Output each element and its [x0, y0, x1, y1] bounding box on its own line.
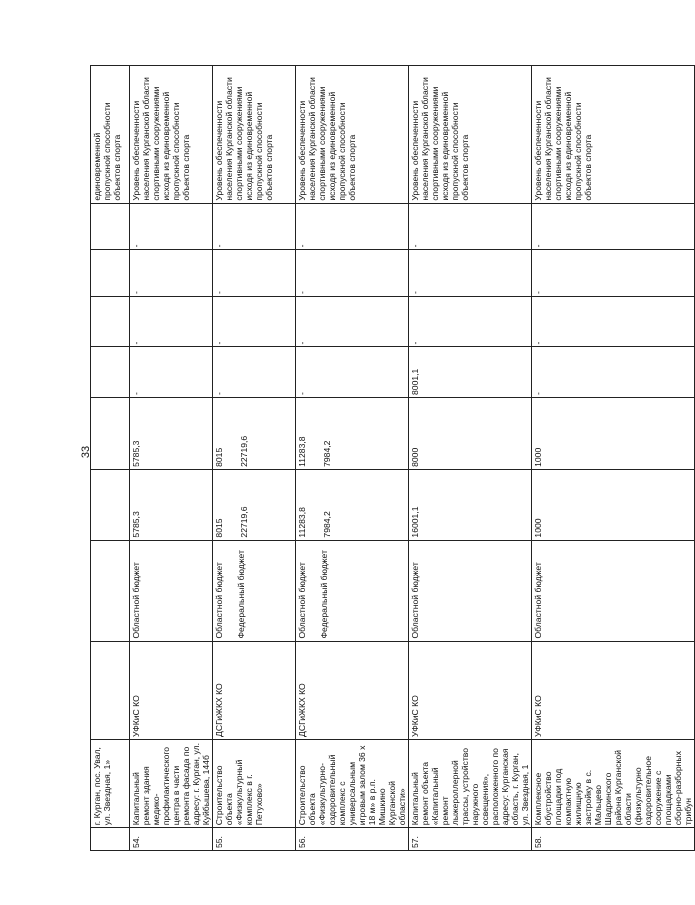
- program-table: [90, 65, 695, 851]
- table-row: [532, 66, 695, 851]
- table-row: [91, 66, 130, 851]
- cell-year-5: [409, 203, 532, 250]
- page-number: 33: [80, 445, 93, 459]
- table-row: [213, 66, 296, 851]
- cell-executor: [130, 641, 213, 739]
- cell-name-text: Капитальный ремонт объекта «Капитальный ремонт лыжероллерной трассы, устройство наружного освещения», расположенного по адресу: Курганская область, г. Курган, ул. Звездная, 1: [410, 747, 530, 826]
- cell-year-1-text: 5785,3: [131, 440, 141, 467]
- cell-total-text: 16001,1: [410, 506, 420, 538]
- cell-name-text: Комплексное обустройство площадки под компактную жилищную застройку в с. Мальцево Шадринского района Курганской области (физкультурно оздоровительное сооружение с площадками сборно-разборных трибун: [533, 750, 693, 826]
- cell-year-3-text: -: [297, 341, 307, 345]
- cell-year-3-text: -: [131, 341, 141, 345]
- cell-number-text: 54.: [131, 836, 141, 848]
- cell-result-text: Уровень обеспеченности населения Курганской области спортивными сооружениями исходя из единовременной пропускной способности объектов спорта: [533, 77, 593, 201]
- cell-year-4-text: -: [410, 291, 420, 295]
- cell-year-5-text: -: [131, 244, 141, 248]
- cell-result-text: Уровень обеспеченности населения Курганской области спортивными сооружениями исходя из единовременной пропускной способности объектов спорта: [131, 77, 191, 201]
- cell-executor: [532, 641, 695, 739]
- cell-funding-source-text: Областной бюджет: [533, 562, 543, 639]
- cell-year-3-text: -: [410, 341, 420, 345]
- cell-funding-source-text: Областной бюджет: [131, 562, 141, 639]
- cell-year-3: [130, 297, 213, 347]
- cell-result: [532, 66, 695, 204]
- cell-total-text: 8015: [214, 518, 224, 538]
- cell-total: [532, 469, 695, 540]
- cell-year-1: [296, 397, 409, 469]
- cell-result-text: Уровень обеспеченности населения Курганской области спортивными сооружениями исходя из единовременной пропускной способности объектов спорта: [410, 77, 470, 201]
- cell-executor: [409, 641, 532, 739]
- cell-year-1: [532, 397, 695, 469]
- cell-name-text: Строительство объекта «Физкультурно-оздоровительный комплекс с универсальным игровым залом 36 х 18 м» в р.п. Мишкино Курганской области»: [297, 745, 407, 826]
- cell-year-5: [91, 203, 130, 250]
- cell-year-4-text: -: [131, 291, 141, 295]
- cell-year-5: [532, 203, 695, 250]
- cell-year-2: [296, 347, 409, 397]
- cell-executor-text: УФКиС КО: [533, 695, 543, 737]
- cell-result: [213, 66, 296, 204]
- cell-year-4-text: -: [214, 291, 224, 295]
- cell-year-5-text: -: [533, 244, 543, 248]
- cell-result-text: Уровень обеспеченности населения Курганской области спортивными сооружениями исходя из единовременной пропускной способности объектов спорта: [214, 77, 274, 201]
- cell-number-text: 58.: [533, 836, 543, 848]
- cell-funding-source-text: Областной бюджет: [410, 562, 420, 639]
- cell-name: [213, 739, 296, 827]
- cell-year-5-text: -: [214, 244, 224, 248]
- cell-year-4: [409, 250, 532, 297]
- cell-year-4: [532, 250, 695, 297]
- cell-year-1-text: 7984,2: [322, 440, 332, 467]
- cell-year-3-text: -: [533, 341, 543, 345]
- cell-year-2-text: 8001,1: [410, 368, 420, 395]
- cell-total-text: 1000: [533, 518, 543, 538]
- cell-year-5-text: -: [410, 244, 420, 248]
- cell-year-2: [91, 347, 130, 397]
- cell-year-2-text: -: [297, 392, 307, 395]
- cell-funding-source: [532, 540, 695, 641]
- cell-year-4: [91, 250, 130, 297]
- cell-total: [130, 469, 213, 540]
- cell-name-text: г. Курган, пос. Увал, ул. Звездная, 1»: [92, 747, 112, 826]
- cell-number-text: 57.: [410, 836, 420, 848]
- cell-year-2: [130, 347, 213, 397]
- cell-result: [296, 66, 409, 204]
- cell-funding-source: [91, 540, 130, 641]
- cell-year-2-text: -: [214, 392, 224, 395]
- cell-funding-source-text: Федеральный бюджет: [319, 550, 329, 639]
- cell-executor-text: УФКиС КО: [131, 695, 141, 737]
- cell-year-1: [409, 397, 532, 469]
- cell-year-5: [213, 203, 296, 250]
- table-row: [130, 66, 213, 851]
- cell-number: [213, 828, 296, 851]
- cell-year-4-text: -: [533, 291, 543, 295]
- cell-name: [91, 739, 130, 827]
- cell-year-1: [213, 397, 296, 469]
- cell-funding-source-text: Федеральный бюджет: [236, 550, 246, 639]
- cell-result: [130, 66, 213, 204]
- cell-year-1-text: 11283,8: [297, 436, 307, 467]
- cell-total: [296, 469, 409, 540]
- cell-name-text: Капитальный ремонт здания медико-профилактического центра в части ремонта фасада по адресу: г. Курган, ул. Куйбышева, 144б: [131, 742, 211, 826]
- cell-funding-source: [130, 540, 213, 641]
- cell-executor: [91, 641, 130, 739]
- cell-year-5-text: -: [297, 244, 307, 248]
- cell-total: [409, 469, 532, 540]
- cell-number: [91, 828, 130, 851]
- cell-year-4: [296, 250, 409, 297]
- cell-year-1: [130, 397, 213, 469]
- cell-number: [130, 828, 213, 851]
- cell-name: [532, 739, 695, 827]
- cell-year-1-text: 22719,6: [239, 435, 249, 467]
- cell-total-text: 22719,6: [239, 506, 249, 538]
- cell-number: [409, 828, 532, 851]
- cell-year-2: [409, 347, 532, 397]
- cell-total-text: 7984,2: [322, 511, 332, 538]
- rotated-table-container: [90, 65, 693, 851]
- cell-number-text: 56.: [297, 836, 307, 848]
- cell-result: [409, 66, 532, 204]
- cell-funding-source-text: Областной бюджет: [214, 562, 224, 639]
- cell-name: [409, 739, 532, 827]
- cell-funding-source: [409, 540, 532, 641]
- cell-executor-text: ДСГиЖКХ КО: [297, 683, 307, 737]
- cell-funding-source: [213, 540, 296, 641]
- cell-executor: [213, 641, 296, 739]
- cell-year-1-text: 1000: [533, 447, 543, 467]
- cell-result-text: Уровень обеспеченности населения Курганской области спортивными сооружениями исходя из единовременной пропускной способности объектов спорта: [297, 77, 357, 201]
- cell-executor-text: УФКиС КО: [410, 695, 420, 737]
- cell-name: [296, 739, 409, 827]
- cell-year-3: [296, 297, 409, 347]
- cell-year-3: [213, 297, 296, 347]
- cell-executor-text: ДСГиЖКХ КО: [214, 683, 224, 737]
- cell-total-text: 11283,8: [297, 507, 307, 538]
- cell-year-3-text: -: [214, 341, 224, 345]
- cell-number-text: 55.: [214, 836, 224, 848]
- table-body: [91, 66, 695, 851]
- cell-number: [296, 828, 409, 851]
- cell-result: [91, 66, 130, 204]
- cell-total-text: 5785,3: [131, 511, 141, 538]
- cell-funding-source: [296, 540, 409, 641]
- table-row: [296, 66, 409, 851]
- cell-year-1: [91, 397, 130, 469]
- table-row: [409, 66, 532, 851]
- cell-year-4-text: -: [297, 291, 307, 295]
- cell-year-5: [296, 203, 409, 250]
- cell-executor: [296, 641, 409, 739]
- cell-year-1-text: 8000: [410, 447, 420, 467]
- cell-year-4: [213, 250, 296, 297]
- cell-total: [91, 469, 130, 540]
- cell-result-text: единовременной пропускной способности объектов спорта: [92, 102, 122, 201]
- cell-year-4: [130, 250, 213, 297]
- cell-year-3: [532, 297, 695, 347]
- cell-year-1-text: 8015: [214, 447, 224, 467]
- cell-total: [213, 469, 296, 540]
- cell-year-2-text: -: [533, 392, 543, 395]
- cell-year-2: [532, 347, 695, 397]
- cell-year-3: [409, 297, 532, 347]
- cell-name: [130, 739, 213, 827]
- cell-year-2-text: -: [131, 392, 141, 395]
- cell-year-5: [130, 203, 213, 250]
- cell-year-3: [91, 297, 130, 347]
- cell-year-2: [213, 347, 296, 397]
- cell-funding-source-text: Областной бюджет: [297, 562, 307, 639]
- cell-name-text: Строительство объекта «Физкультурный комплекс в г. Петухово»: [214, 759, 264, 826]
- cell-number: [532, 828, 695, 851]
